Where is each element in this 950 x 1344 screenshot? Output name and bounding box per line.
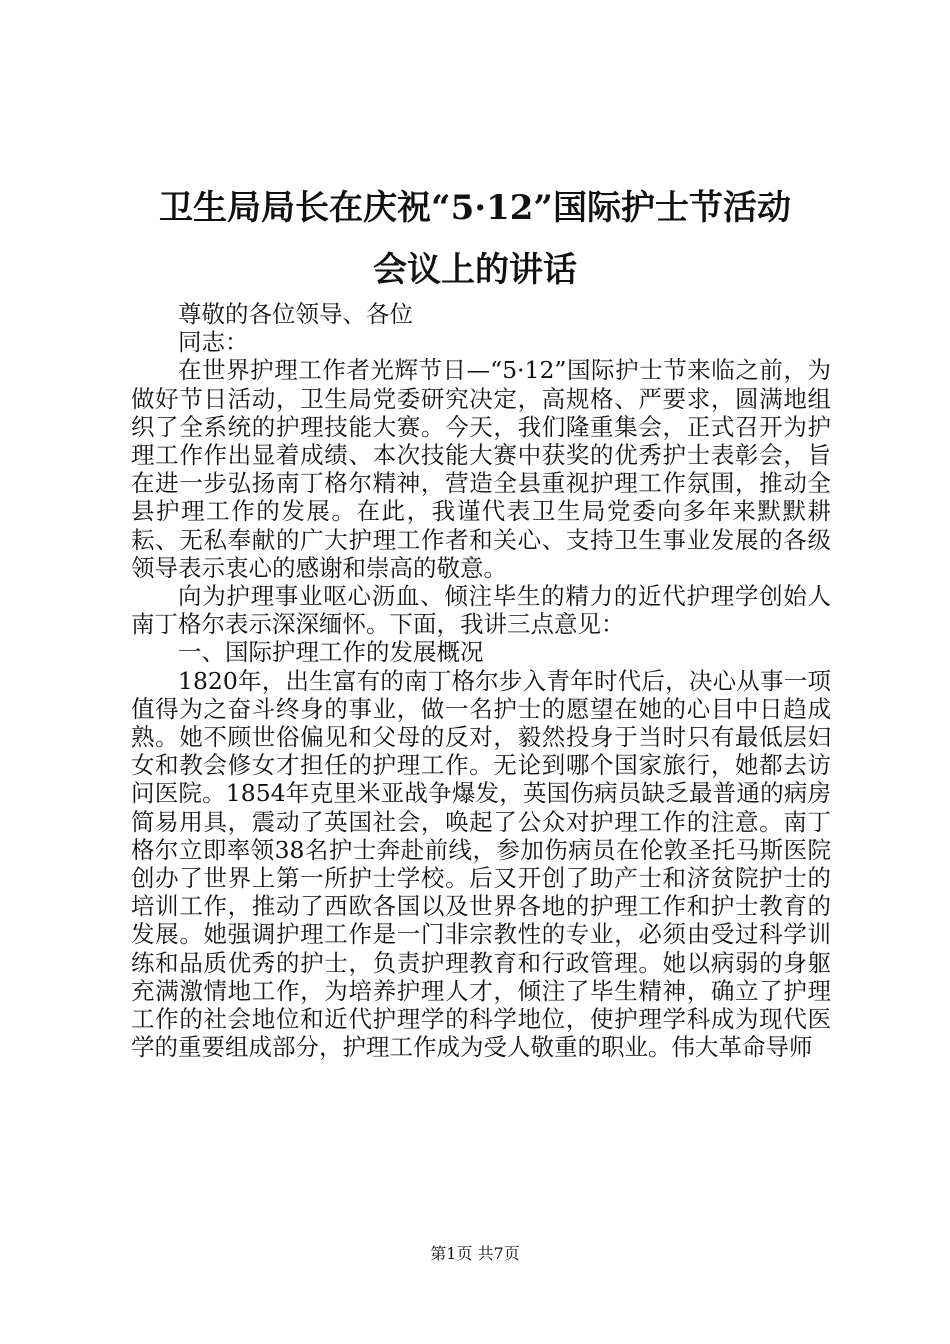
paragraph-intro: 在世界护理工作者光辉节日—“5·12”国际护士节来临之前，为做好节日活动，卫生局党委研究决定，高规格、严要求，圆满地组织了全系统的护理技能大赛。今天，我们隆重集会，正式召开为护理工作作出显着成绩、本次技能大赛中获奖的优秀护士表彰会，旨在进一步弘扬南丁格尔精神，营造全县重视护理工作氛围，推动全县护理工作的发展。在此，我谨代表卫生局党委向多年来默默耕耘、无私奉献的广大护理工作者和关心、支持卫生事业发展的各级领导表示衷心的感谢和崇高的敬意。 — [131, 356, 831, 582]
document-title-line2: 会议上的讲话 — [373, 250, 577, 290]
document-body — [131, 300, 831, 1061]
paragraph-history: 1820年，出生富有的南丁格尔步入青年时代后，决心从事一项值得为之奋斗终身的事业，做一名护士的愿望在她的心目中日趋成熟。她不顾世俗偏见和父母的反对，毅然投身于当时只有最低层妇女和教会修女才担任的护理工作。无论到哪个国家旅行，她都去访问医院。1854年克里米亚战争爆发，英国伤病员缺乏最普通的病房简易用具，震动了英国社会，唤起了公众对护理工作的注意。南丁格尔立即率领38名护士奔赴前线，参加伤病员在伦敦圣托马斯医院创办了世界上第一所护士学校。后又开创了助产士和济贫院护士的培训工作，推动了西欧各国以及世界各地的护理工作和护士教育的发展。她强调护理工作是一门非宗教性的专业，必须由受过科学训练和品质优秀的护士，负责护理教育和行政管理。她以病弱的身躯充满激情地工作，为培养护理人才，倾注了毕生精神，确立了护理工作的社会地位和近代护理学的科学地位，使护理学科成为现代医学的重要组成部分，护理工作成为受人敬重的职业。伟大革命导师 — [131, 666, 831, 1062]
salutation-line2: 同志： — [178, 328, 249, 357]
section-heading-1: 一、国际护理工作的发展概况 — [178, 638, 484, 667]
paragraph-tribute: 向为护理事业呕心沥血、倾注毕生的精力的近代护理学创始人南丁格尔表示深深缅怀。下面，我讲三点意见： — [131, 582, 831, 639]
page-footer: 第1页 共7页 — [430, 1244, 520, 1263]
document-title-line1: 卫生局局长在庆祝“5·12”国际护士节活动 — [159, 188, 791, 228]
salutation-line1: 尊敬的各位领导、各位 — [178, 300, 413, 328]
